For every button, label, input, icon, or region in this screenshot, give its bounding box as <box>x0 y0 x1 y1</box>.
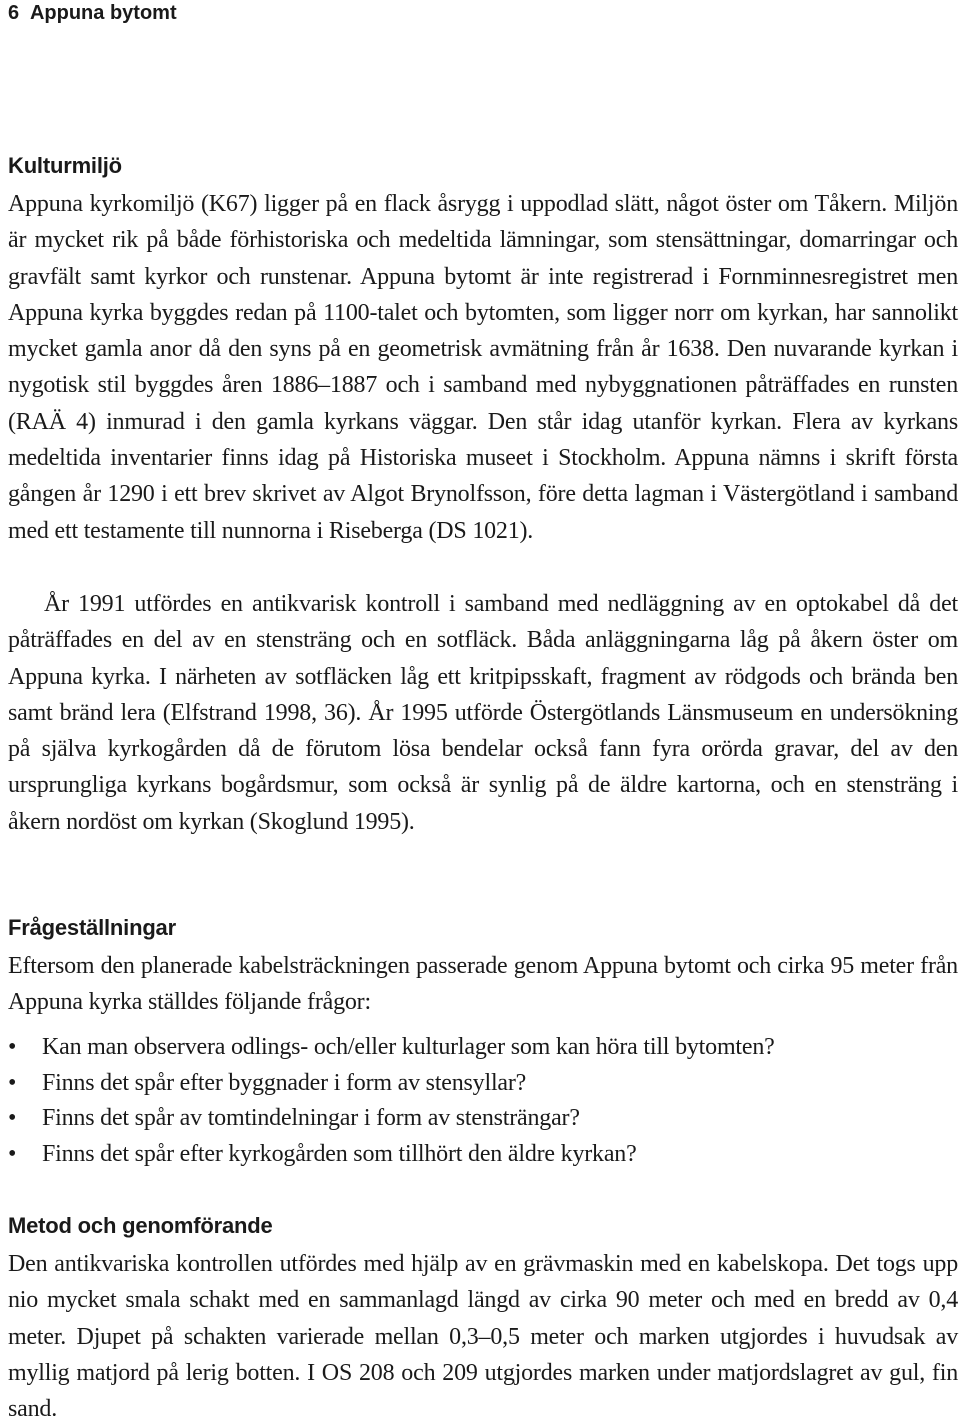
bullet-icon: • <box>8 1105 17 1131</box>
fragestallningar-intro: Eftersom den planerade kabelsträckningen passerade genom Appuna bytomt och cirka 95 meter från Appuna kyrka ställdes följande frågor: <box>8 953 958 1016</box>
question-text: Kan man observera odlings- och/eller kulturlager som kan höra till bytomten? <box>42 1034 775 1060</box>
list-item <box>8 1101 775 1137</box>
bullet-icon: • <box>8 1069 17 1096</box>
bullet-icon: • <box>8 1140 17 1167</box>
question-list <box>8 1030 775 1172</box>
heading-kulturmiljo: Kulturmiljö <box>8 153 122 178</box>
heading-metod: Metod och genomförande <box>8 1213 273 1238</box>
metod-paragraph-1: Den antikvariska kontrollen utfördes med hjälp av en grävmaskin med en kabelskopa. Det togs upp nio mycket smala schakt med en sammanlagd längd av cirka 90 meter och med en bredd av 0,4 meter. Djupet på schakten varierade mellan 0,3–0,5 meter och marken utgjordes i huvudsak av myllig matjord på lerig botten. I OS 208 och 209 utgjordes marken under matjordslagret av gul, fin sand. <box>8 1251 958 1423</box>
running-title: Appuna bytomt <box>29 2 177 24</box>
heading-fragestallningar: Frågeställningar <box>8 915 176 940</box>
list-item <box>8 1030 775 1066</box>
list-item <box>8 1137 775 1173</box>
question-text: Finns det spår efter byggnader i form av stensyllar? <box>42 1069 527 1096</box>
question-text: Finns det spår efter kyrkogården som tillhört den äldre kyrkan? <box>42 1140 637 1167</box>
running-head <box>8 1 177 25</box>
kulturmiljo-paragraph-1: Appuna kyrkomiljö (K67) ligger på en flack åsrygg i uppodlad slätt, något öster om Tåkern. Miljön är mycket rik på både förhistoriska och medeltida lämningar, som stensättningar, domarringar och gravfält samt kyrkor och runstenar. Appuna bytomt är inte registrerad i Fornminnesregistret men Appuna kyrka byggdes redan på 1100-talet och bytomten, som ligger norr om kyrkan, har sannolikt mycket gamla anor då den syns på en geometrisk avmätning från år 1638. Den nuvarande kyrkan i nygotisk stil byggdes åren 1886–1887 och i samband med nybyggnationen påträffades en runsten (RAÄ 4) inmurad i den gamla kyrkans väggar. Den står idag utanför kyrkan. Flera av kyrkans medeltida inventarier finns idag på Historiska museet i Stockholm. Appuna nämns i skrift första gången år 1290 i ett brev skrivet av Algot Brynolfsson, före detta lagman i Västergötland i samband med ett testamente till nunnorna i Riseberga (DS 1021). <box>8 191 958 544</box>
page-number: 6 <box>8 2 20 24</box>
list-item <box>8 1066 775 1102</box>
question-text: Finns det spår av tomtindelningar i form av stensträngar? <box>42 1105 580 1131</box>
bullet-icon: • <box>8 1034 17 1060</box>
kulturmiljo-paragraph-2: År 1991 utfördes en antikvarisk kontroll i samband med nedläggning av en optokabel då det påträffades en del av en stensträng och en sotfläck. Båda anläggningarna låg på åkern öster om Appuna kyrka. I närheten av sotfläcken låg ett kritpipsskaft, fragment av rödgods och brända ben samt bränd lera (Elfstrand 1998, 36). År 1995 utförde Östergötlands Länsmuseum en undersökning på själva kyrkogården då de förutom lösa bendelar också fann fyra orörda gravar, del av den ursprungliga kyrkans bogårdsmur, som också är synlig på de äldre kartorna, och en stensträng i åkern nordöst om kyrkan (Skoglund 1995). <box>8 591 958 835</box>
